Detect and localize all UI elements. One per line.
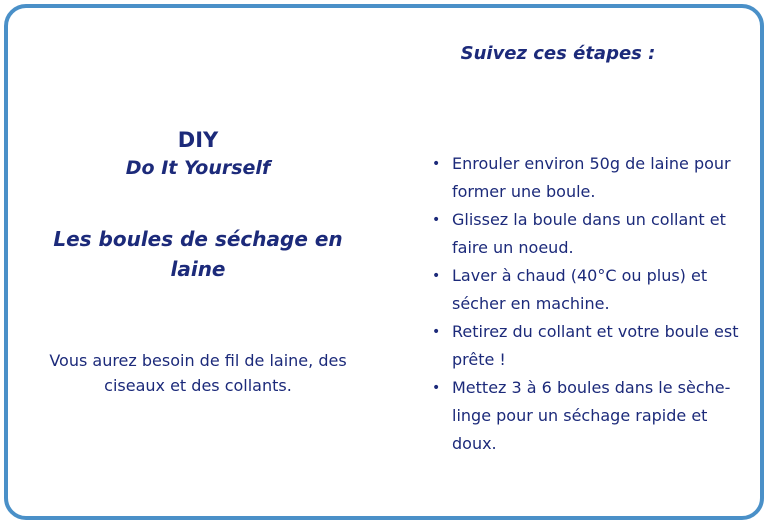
step-text: Enrouler environ 50g de laine pour former une boule. <box>452 154 731 201</box>
step-text: Mettez 3 à 6 boules dans le sèche-linge pour un séchage rapide et doux. <box>452 378 731 453</box>
steps-heading: Suivez ces étapes : <box>460 43 656 64</box>
step-text: Glissez la boule dans un collant et faire un noeud. <box>452 210 726 257</box>
step-item <box>428 374 743 458</box>
step-item <box>428 206 743 262</box>
step-text: Retirez du collant et votre boule est prête ! <box>452 322 739 369</box>
step-item <box>428 318 743 374</box>
step-text: Laver à chaud (40°C ou plus) et sécher en machine. <box>452 266 708 313</box>
bullet-icon: • <box>432 212 441 228</box>
intro-column <box>28 126 368 398</box>
steps-list <box>428 150 743 458</box>
step-item <box>428 150 743 206</box>
do-it-yourself-subtitle: Do It Yourself <box>125 157 271 179</box>
diy-title: DIY <box>177 128 219 152</box>
bullet-icon: • <box>432 156 441 172</box>
materials-text: Vous aurez besoin de fil de laine, des ciseaux et des collants. <box>49 351 347 395</box>
bullet-icon: • <box>432 324 441 340</box>
step-item <box>428 262 743 318</box>
instruction-card <box>4 4 764 520</box>
bullet-icon: • <box>432 268 441 284</box>
bullet-icon: • <box>432 380 441 396</box>
project-title: Les boules de séchage en laine <box>53 227 343 281</box>
